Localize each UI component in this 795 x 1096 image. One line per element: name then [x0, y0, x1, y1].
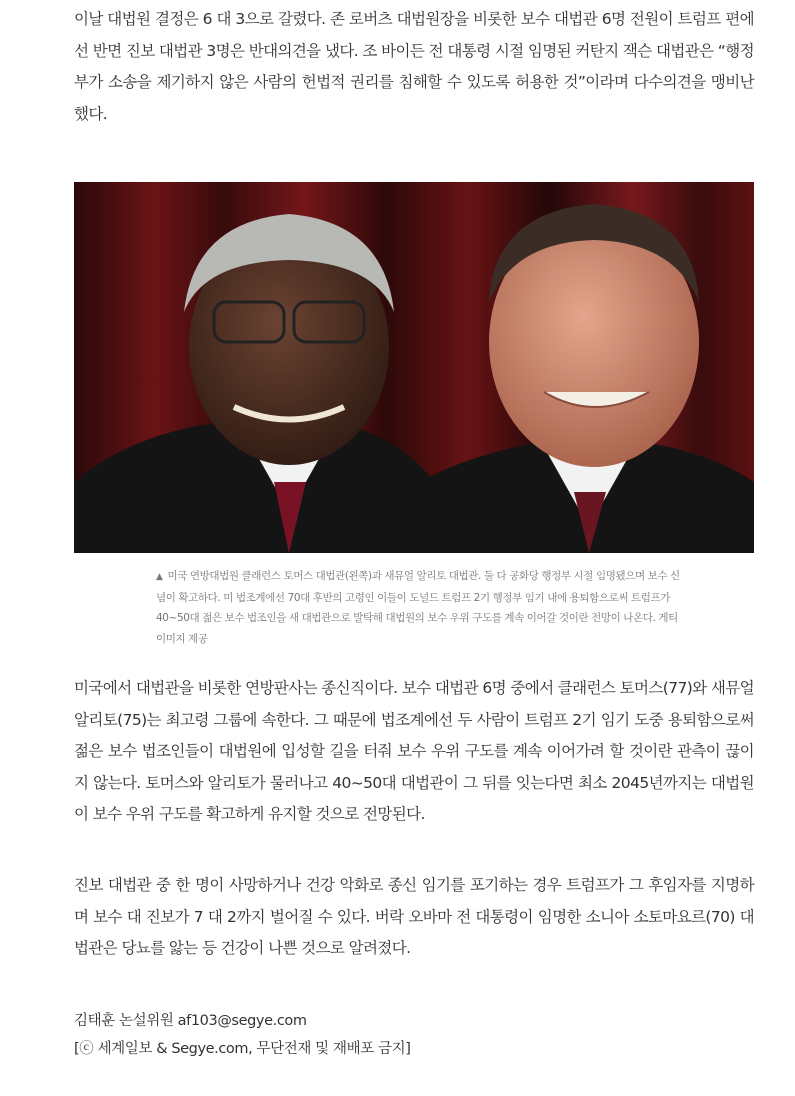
copyright-line: [ⓒ 세계일보 & Segye.com, 무단전재 및 재배포 금지]: [74, 1041, 411, 1057]
triangle-icon: ▲: [156, 572, 163, 582]
photo-caption: [156, 566, 686, 649]
author-line: 김태훈 논설위원 af103@segye.com: [74, 1013, 307, 1029]
article-paragraph: 이날 대법원 결정은 6 대 3으로 갈렸다. 존 로버츠 대법원장을 비롯한 보수 대법관 6명 전원이 트럼프 편에 선 반면 진보 대법관 3명은 반대의견을 냈다. 조 바이든 전 대통령 시절 임명된 커탄지 잭슨 대법관은 “행정부가 소송을 제기하지 않은 사람의 헌법적 권리를 침해할 수 있도록 허용한 것”이라며 다수의견을 맹비난했다.: [74, 10, 754, 123]
article-paragraph: 미국에서 대법관을 비롯한 연방판사는 종신직이다. 보수 대법관 6명 중에서 클래런스 토머스(77)와 새뮤얼 알리토(75)는 최고령 그룹에 속한다. 그 때문에 법조계에선 두 사람이 트럼프 2기 임기 도중 용퇴함으로써 젊은 보수 법조인들이 대법원에 입성할 길을 터줘 보수 우위 구도를 계속 이어가려 할 것이란 관측이 끊이지 않는다. 토머스와 알리토가 물러나고 40~50대 대법관이 그 뒤를 잇는다면 최소 2045년까지는 대법원이 보수 우위 구도를 확고하게 유지할 것으로 전망된다.: [74, 679, 754, 823]
article-paragraph: 진보 대법관 중 한 명이 사망하거나 건강 악화로 종신 임기를 포기하는 경우 트럼프가 그 후임자를 지명하며 보수 대 진보가 7 대 2까지 벌어질 수 있다. 버락 오바마 전 대통령이 임명한 소니아 소토마요르(70) 대법관은 당뇨를 앓는 등 건강이 나쁜 것으로 알려졌다.: [74, 876, 754, 957]
byline: [74, 1007, 411, 1063]
article-photo: [74, 182, 754, 553]
photo-caption-text: 미국 연방대법원 클래런스 토머스 대법관(왼쪽)과 새뮤얼 알리토 대법관. 둘 다 공화당 행정부 시절 임명됐으며 보수 신념이 확고하다. 미 법조계에선 70대 후반의 고령인 이들이 도널드 트럼프 2기 행정부 임기 내에 용퇴함으로써 트럼프가 40~50대 젊은 보수 법조인을 새 대법관으로 발탁해 대법원의 보수 우위 구도를 계속 이어갈 것이란 전망이 나온다. 게티이미지 제공: [156, 570, 680, 645]
